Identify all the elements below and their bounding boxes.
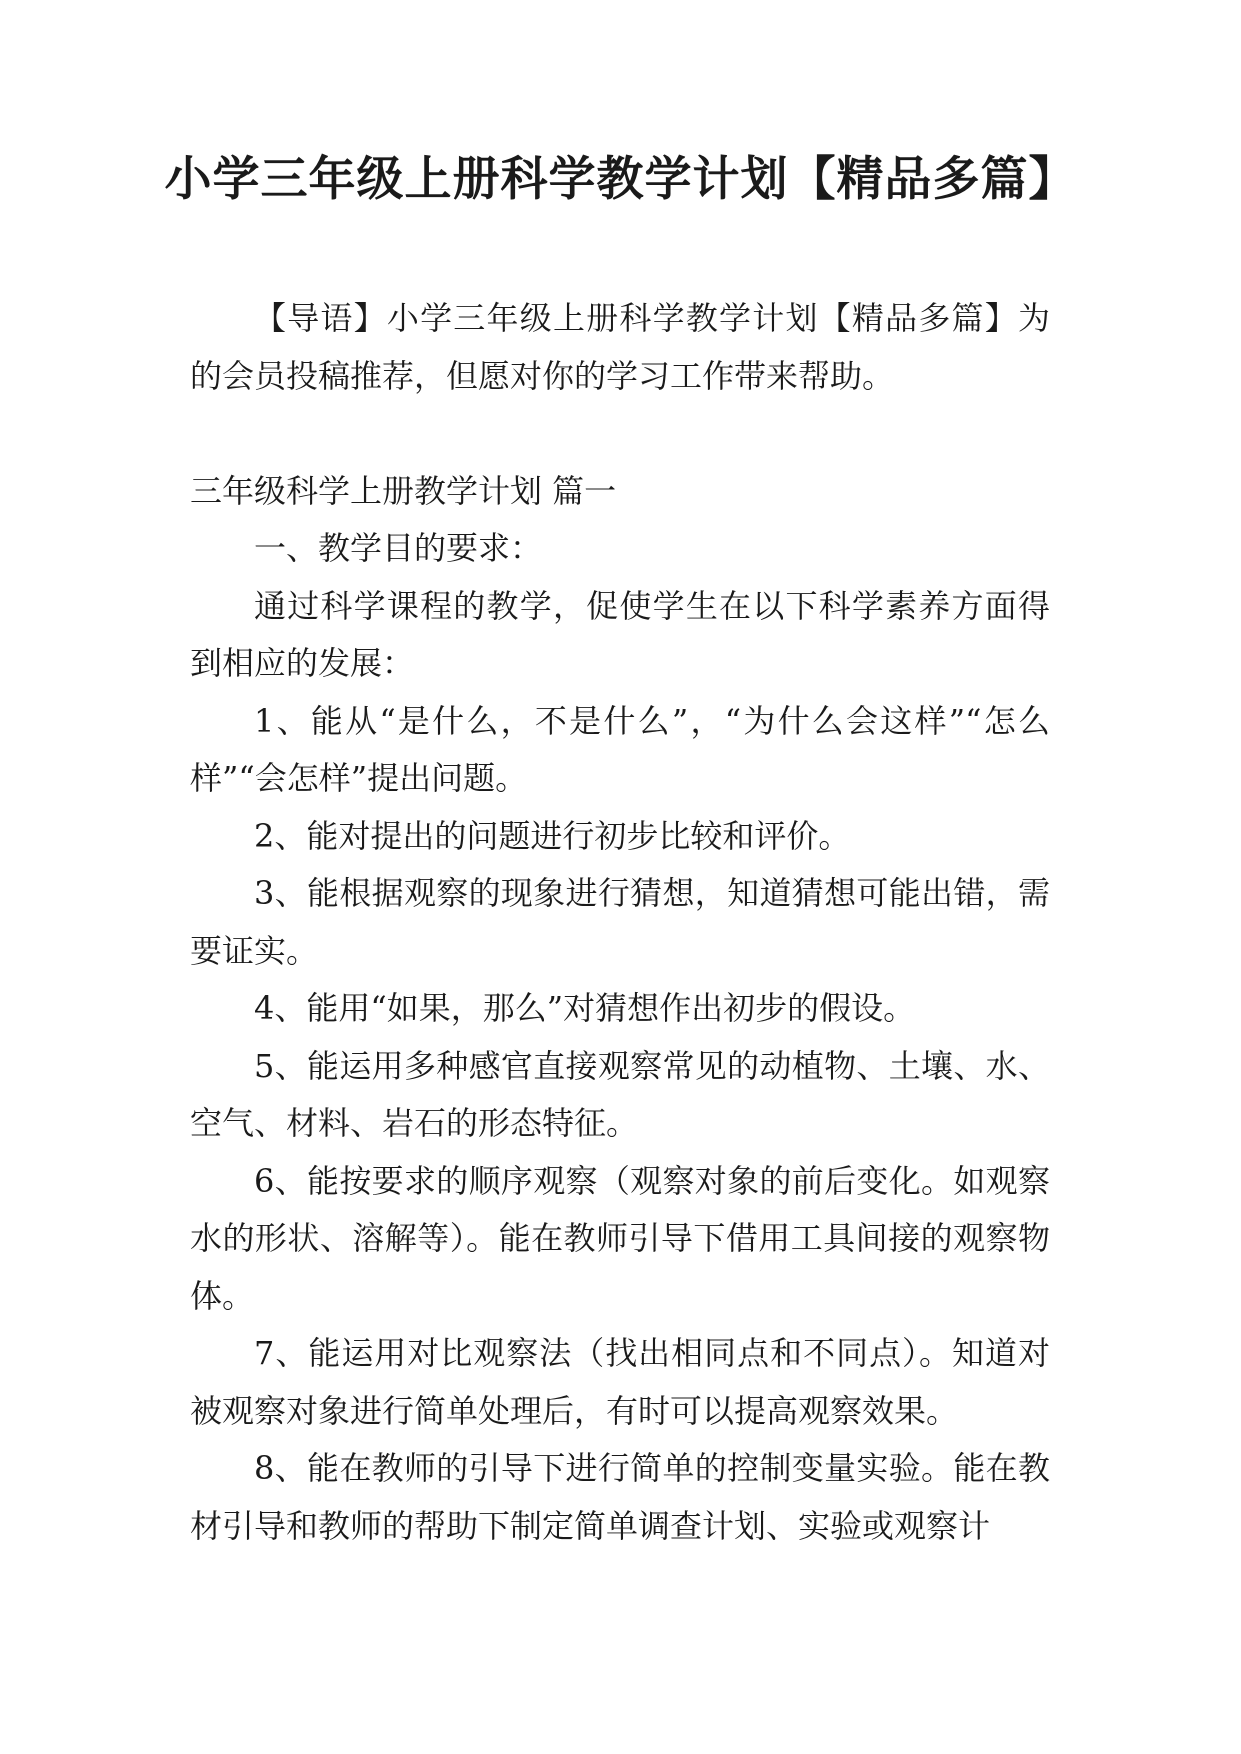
document-title: 小学三年级上册科学教学计划【精品多篇】 xyxy=(164,152,1077,207)
intro-paragraph: 【导语】小学三年级上册科学教学计划【精品多篇】为的会员投稿推荐，但愿对你的学习工作带来帮助。 xyxy=(190,299,1050,395)
list-item: 3、能根据观察的现象进行猜想，知道猜想可能出错，需要证实。 xyxy=(190,874,1050,970)
list-item: 6、能按要求的顺序观察（观察对象的前后变化。如观察水的形状、溶解等）。能在教师引导下借用工具间接的观察物体。 xyxy=(190,1161,1050,1315)
lead-paragraph: 通过科学课程的教学，促使学生在以下科学素养方面得到相应的发展： xyxy=(190,586,1050,682)
document-body xyxy=(190,290,1050,1555)
list-item: 2、能对提出的问题进行初步比较和评价。 xyxy=(254,816,851,855)
list-item: 5、能运用多种感官直接观察常见的动植物、土壤、水、空气、材料、岩石的形态特征。 xyxy=(190,1046,1050,1142)
list-item: 4、能用“如果，那么”对猜想作出初步的假设。 xyxy=(254,989,916,1027)
paragraph-spacer xyxy=(190,405,1050,463)
list-item: 8、能在教师的引导下进行简单的控制变量实验。能在教材引导和教师的帮助下制定简单调查计划、实验或观察计 xyxy=(190,1449,1050,1545)
list-item: 7、能运用对比观察法（找出相同点和不同点）。知道对被观察对象进行简单处理后，有时可以提高观察效果。 xyxy=(190,1334,1050,1430)
section-heading: 三年级科学上册教学计划 篇一 xyxy=(190,471,617,510)
subheading: 一、教学目的要求： xyxy=(254,529,543,567)
list-item: 1、能从“是什么，不是什么”，“为什么会这样”“怎么样”“会怎样”提出问题。 xyxy=(190,701,1050,797)
